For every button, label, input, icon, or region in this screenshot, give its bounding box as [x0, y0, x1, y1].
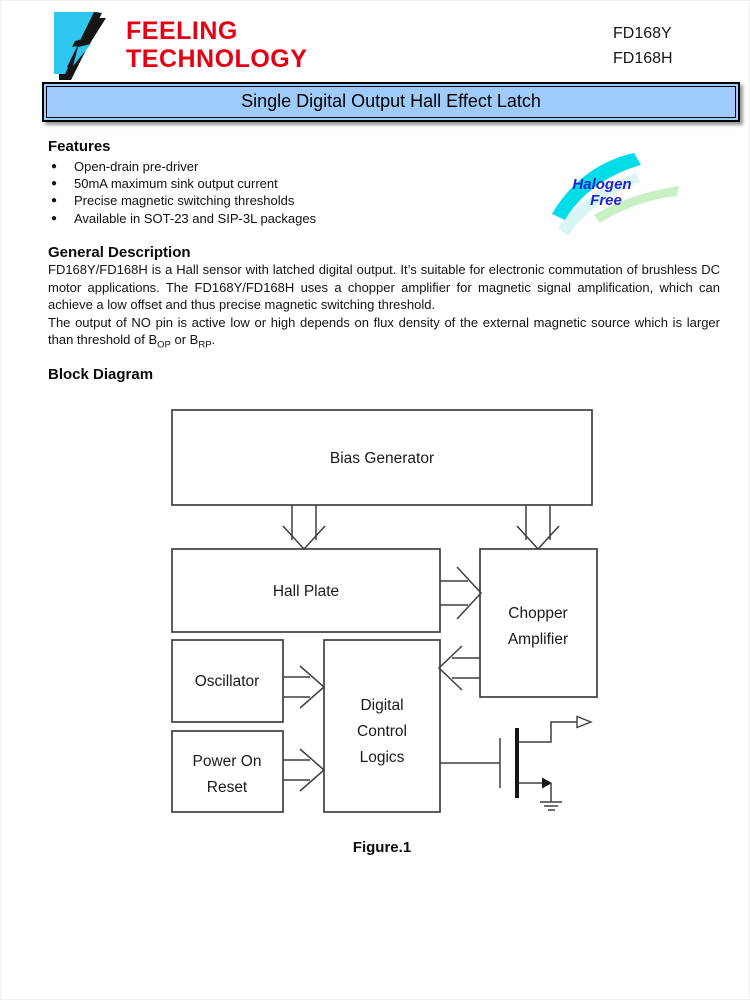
power-on-reset-label-line1: Power On [192, 753, 262, 770]
arrow-bias-to-hall-icon [283, 505, 325, 549]
title-banner [42, 82, 740, 122]
company-name [126, 17, 307, 73]
bias-generator-label: Bias Generator [329, 450, 435, 467]
figure-caption: Figure.1 [352, 839, 412, 856]
output-pin-arrow-icon [577, 717, 591, 728]
feeling-technology-logo-icon [52, 10, 116, 82]
output-mosfet-icon [440, 717, 591, 811]
block-diagram-heading: Block Diagram [48, 366, 154, 383]
digital-control-label-line1: Digital [360, 697, 404, 714]
ground-symbol-icon [540, 802, 562, 810]
feature-item [48, 175, 468, 192]
oscillator-label: Oscillator [194, 673, 260, 690]
hall-plate-label: Hall Plate [272, 583, 340, 600]
chopper-amplifier-label-line2: Amplifier [507, 631, 569, 648]
power-on-reset-block [172, 731, 283, 812]
feature-text: Open-drain pre-driver [74, 159, 199, 174]
halogen-free-badge [548, 148, 718, 243]
features-list [48, 158, 468, 227]
description-paragraph-1: FD168Y/FD168H is a Hall sensor with latched digital output. It’s suitable for electronic commutation of brushless DC motor applications. The FD168Y/FD168H uses a chopper amplifier for magnetic signal amplification, which can achieve a low offset and thus precise magnetic switching threshold. [48, 262, 720, 313]
general-description-body [48, 261, 720, 349]
feature-text: Precise magnetic switching thresholds [74, 193, 295, 209]
company-name-line1: FEELING [126, 17, 238, 45]
feature-text: Available in SOT-23 and SIP-3L packages [74, 210, 317, 226]
arrow-hall-to-chopper-icon [440, 567, 481, 619]
feature-item [48, 158, 468, 175]
part-number-2: FD168H [613, 50, 673, 67]
badge-text-line2: Free [590, 192, 622, 209]
part-numbers [613, 21, 673, 71]
company-name-line2: TECHNOLOGY [126, 45, 308, 73]
para2-text: or B [170, 332, 199, 348]
para2-text: . [211, 332, 216, 348]
page-title: Single Digital Output Hall Effect Latch [46, 86, 736, 118]
arrow-por-to-dcl-icon [283, 749, 324, 791]
b-op-subscript: OP [157, 339, 171, 351]
arrow-oscillator-to-dcl-icon [283, 666, 324, 708]
chopper-amplifier-block [480, 549, 597, 697]
arrow-chopper-to-dcl-icon [439, 646, 480, 690]
feature-item [48, 210, 468, 227]
badge-text-line1: Halogen [572, 176, 632, 193]
power-on-reset-label-line2: Reset [206, 779, 248, 796]
para2-text: The output of NO pin is active low or high depends on flux density of the external magnetic source which is larger than threshold of B [48, 314, 720, 348]
feature-item [48, 192, 468, 209]
arrow-bias-to-chopper-icon [517, 505, 559, 549]
b-rp-subscript: RP [198, 339, 212, 351]
part-number-1: FD168Y [613, 25, 672, 42]
chopper-amplifier-label-line1: Chopper [508, 605, 568, 622]
block-diagram-figure [150, 400, 620, 860]
general-description-heading: General Description [48, 244, 191, 261]
description-paragraph-2 [48, 314, 720, 349]
digital-control-label-line3: Logics [359, 749, 405, 766]
features-heading: Features [48, 138, 111, 155]
feature-text: 50mA maximum sink output current [74, 176, 278, 192]
digital-control-label-line2: Control [357, 723, 407, 740]
